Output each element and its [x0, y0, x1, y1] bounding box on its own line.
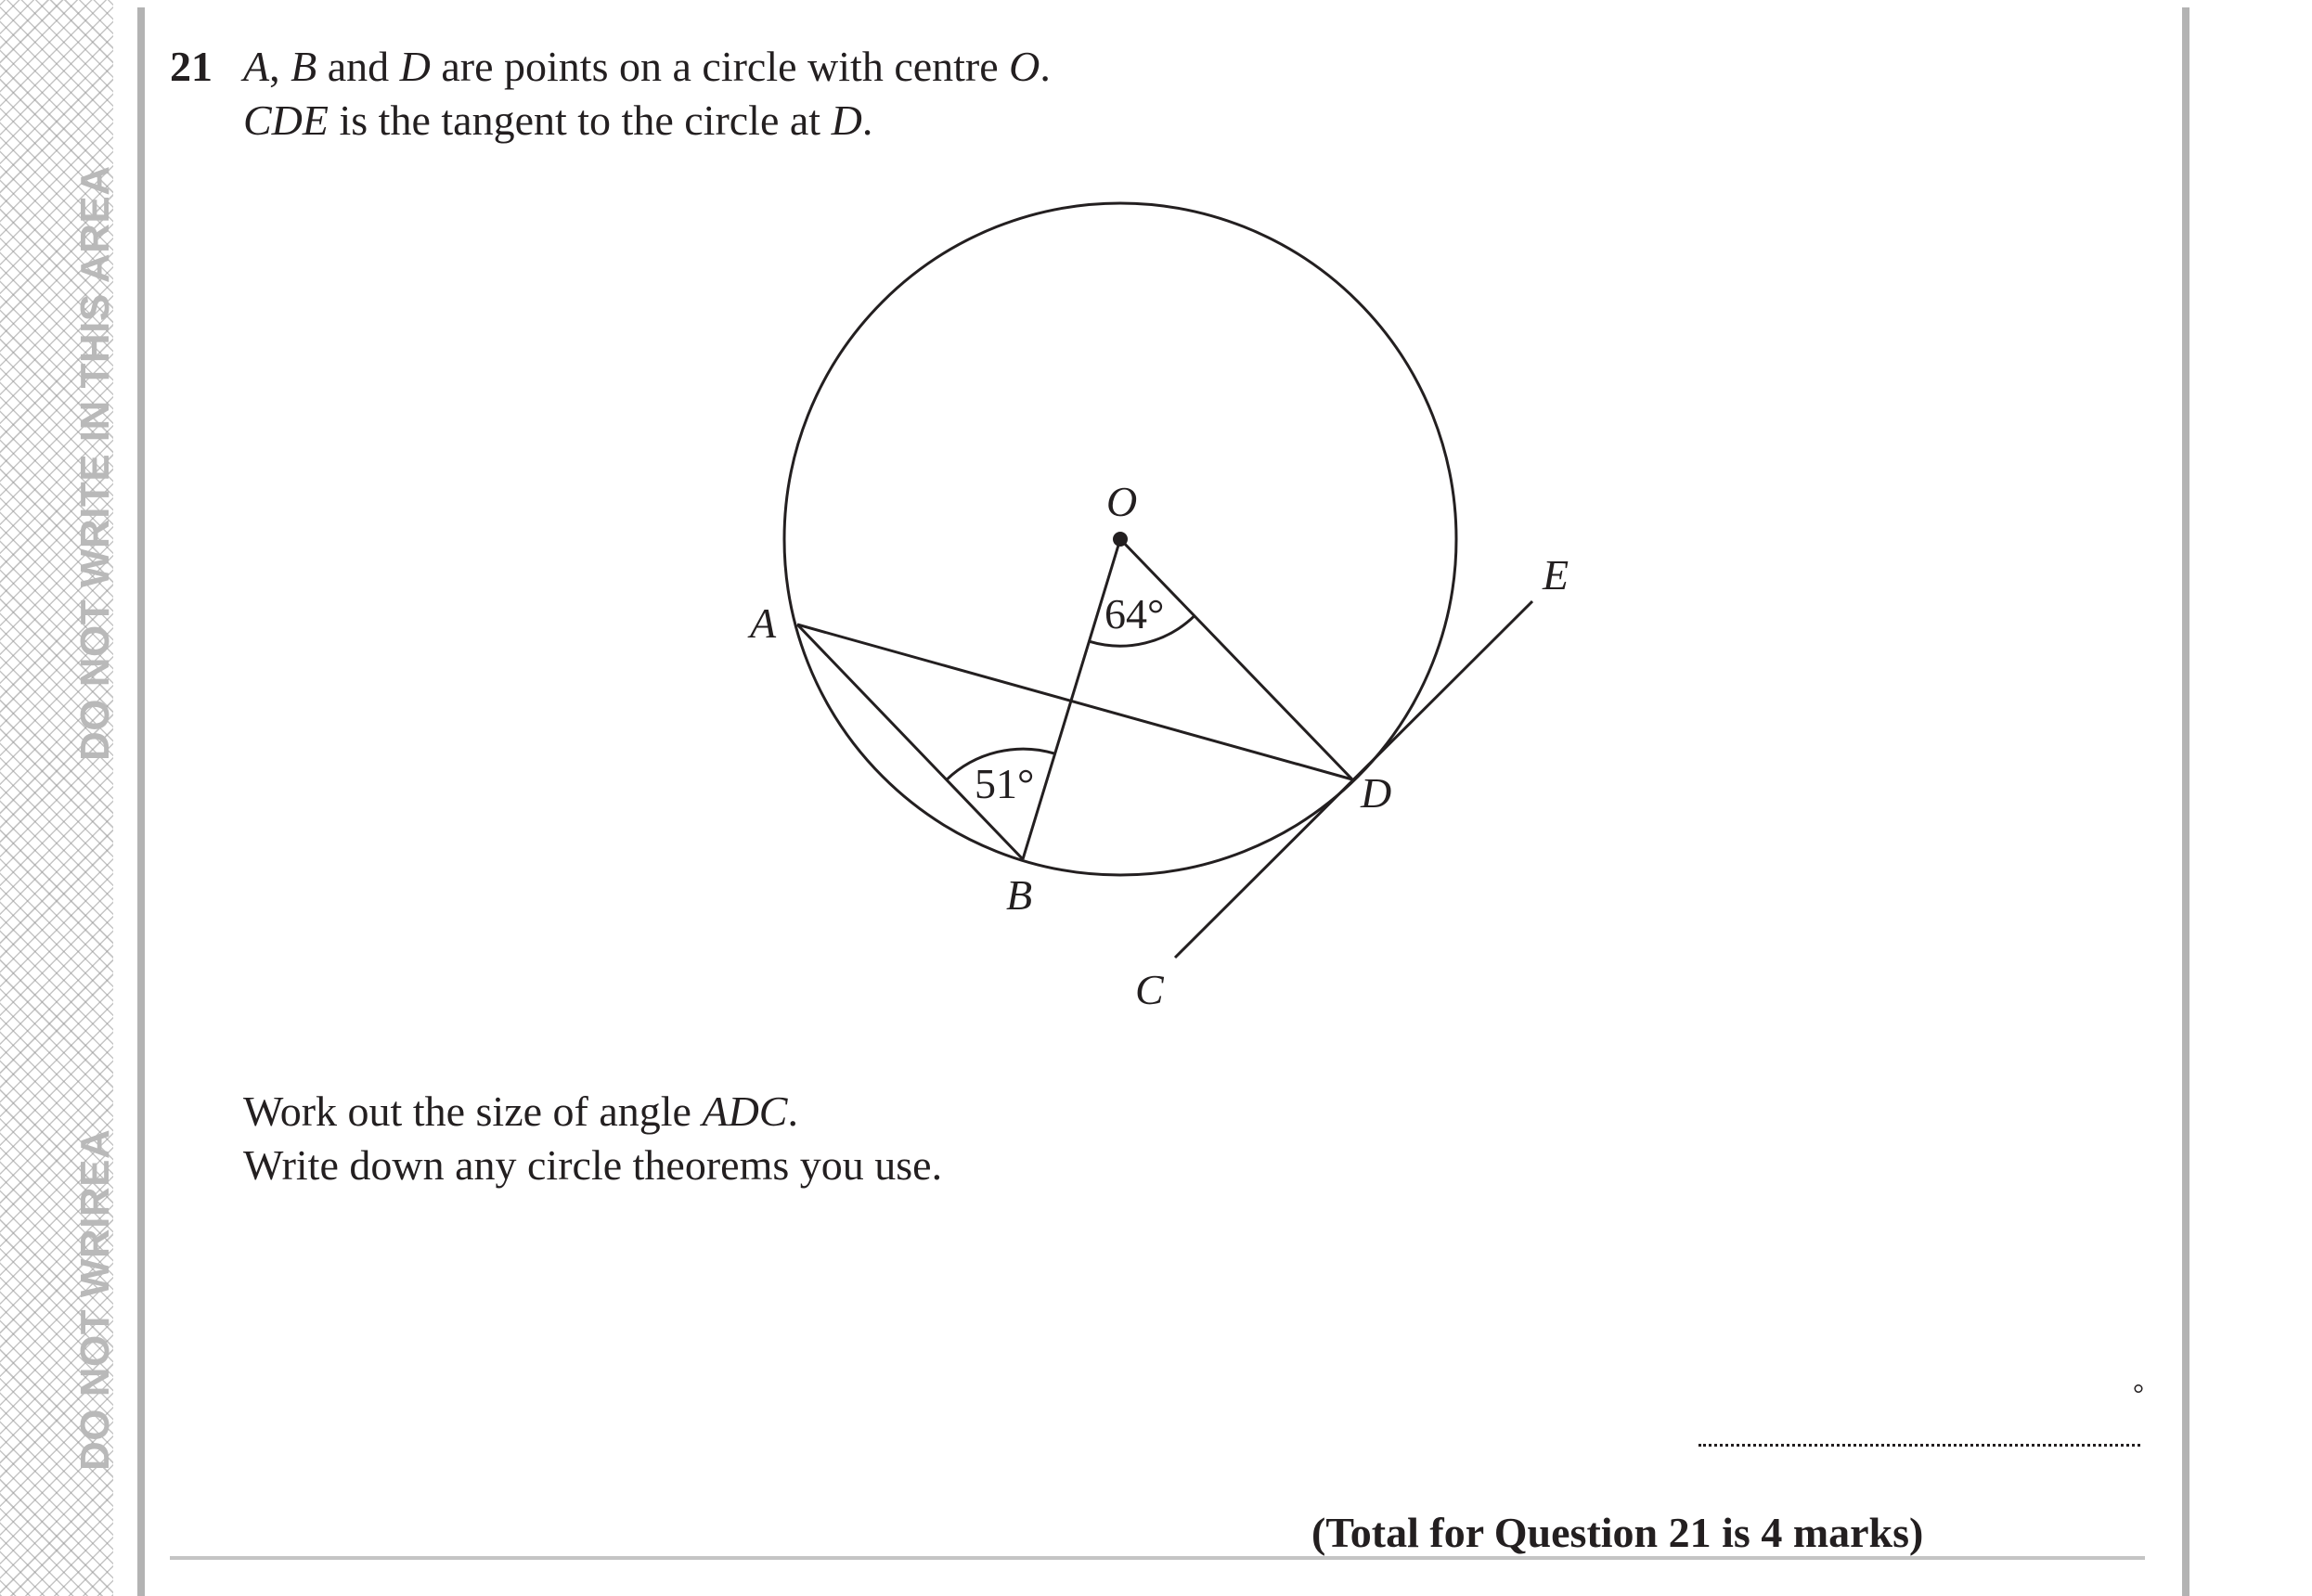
- chord-ab: [797, 624, 1023, 859]
- text-fragment: Work out the size of angle: [243, 1088, 703, 1135]
- question-line-3: [243, 1086, 798, 1138]
- text-fragment: is the tangent to the circle at: [329, 97, 832, 144]
- chord-ad: [797, 624, 1352, 779]
- label-o: O: [1106, 478, 1138, 525]
- label-e: E: [1543, 551, 1569, 598]
- label-a: A: [750, 599, 777, 647]
- text-fragment: ,: [269, 43, 291, 90]
- line-cde-ref: CDE: [243, 97, 329, 144]
- point-d-ref: D: [831, 97, 862, 144]
- angle-label-o: 64°: [1104, 590, 1165, 637]
- point-d-ref: D: [399, 43, 431, 90]
- centre-point-o: [1113, 532, 1128, 547]
- bottom-rule: [170, 1556, 2145, 1560]
- radius-od: [1120, 539, 1352, 779]
- radius-ob-extended: [1023, 539, 1120, 859]
- point-o-ref: O: [1009, 43, 1040, 90]
- text-fragment: and: [316, 43, 400, 90]
- answer-unit-degree: °: [2133, 1379, 2144, 1409]
- angle-adc-ref: ADC: [702, 1088, 788, 1135]
- angle-label-b: 51°: [975, 760, 1035, 807]
- text-fragment: .: [787, 1088, 798, 1135]
- point-b-ref: B: [291, 43, 317, 90]
- label-b: B: [1006, 871, 1033, 919]
- label-d: D: [1361, 769, 1392, 817]
- answer-line[interactable]: [1698, 1444, 2140, 1447]
- question-number: 21: [170, 43, 213, 90]
- tangent-line-cde: [1175, 601, 1532, 958]
- text-fragment: are points on a circle with centre: [430, 43, 1010, 90]
- label-c: C: [1135, 966, 1164, 1013]
- total-marks: (Total for Question 21 is 4 marks): [1311, 1509, 1924, 1556]
- margin-warning-bottom: DO NOT WRIREA: [72, 1128, 118, 1471]
- margin-warning-top: DO NOT WRITE IN THIS AREA: [72, 165, 118, 761]
- text-fragment: .: [1040, 43, 1051, 90]
- question-line-4: Write down any circle theorems you use.: [243, 1141, 943, 1189]
- point-a-ref: A: [243, 43, 270, 90]
- text-fragment: .: [861, 97, 873, 144]
